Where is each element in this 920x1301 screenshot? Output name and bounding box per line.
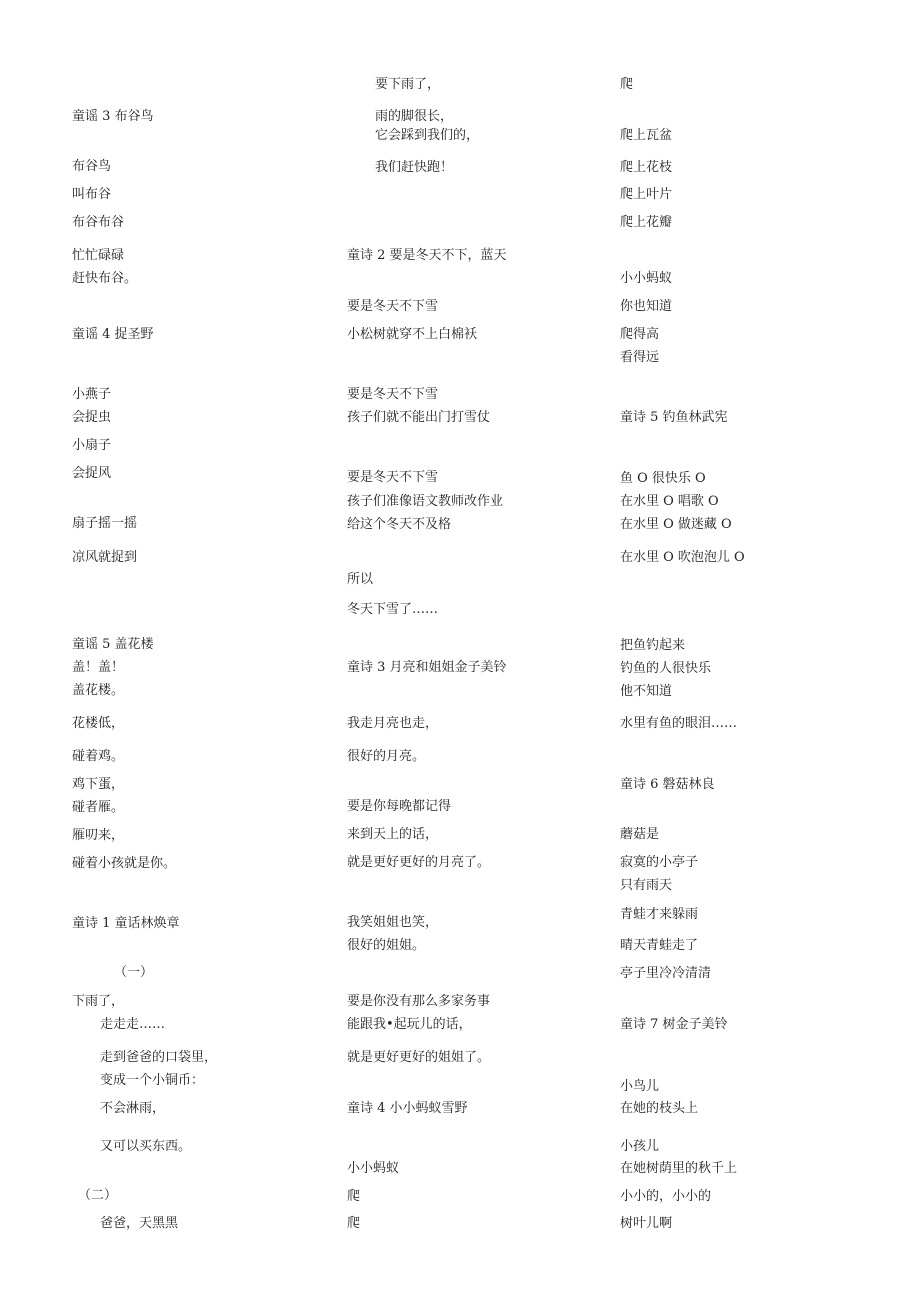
poem-line: 要下雨了，: [375, 77, 441, 92]
poem-line: 不会淋雨，: [100, 1101, 166, 1116]
poem-line: 晴天青蛙走了: [620, 938, 699, 953]
poem-line: 扇子摇一摇: [72, 516, 138, 531]
poem-line: 爬上花瓣: [620, 215, 673, 230]
poem-line: 看得远: [620, 350, 660, 365]
poem-line: 爸爸，天黑黑: [100, 1216, 179, 1231]
poem-line: 我笑姐姐也笑，: [347, 915, 439, 930]
poem-line: 鱼 O 很快乐 O: [620, 471, 706, 486]
poem-line: 我走月亮也走，: [347, 716, 439, 731]
poem-line: 蘑菇是: [620, 827, 660, 842]
poem-line: （一）: [114, 965, 154, 980]
poem-line: 要是冬天不下雪: [347, 470, 439, 485]
poem-title: 童诗 4 小小蚂蚁雪野: [347, 1101, 468, 1116]
poem-line: 在水里 O 做迷藏 O: [620, 517, 732, 532]
poem-line: 爬: [347, 1189, 361, 1204]
poem-line: 给这个冬天不及格: [347, 517, 452, 532]
poem-line: 我们赶快跑！: [375, 160, 454, 175]
poem-line: 碰者雁。: [72, 800, 125, 815]
poem-line: 小松树就穿不上白棉袄: [347, 327, 478, 342]
poem-title: 童诗 6 磐菇林良: [620, 777, 715, 792]
poem-line: （二）: [78, 1188, 118, 1203]
poem-line: 能跟我•起玩儿的话，: [347, 1017, 472, 1032]
poem-line: 会捉风: [72, 466, 112, 481]
poem-line: 要是冬天不下雪: [347, 299, 439, 314]
poem-line: 雨的脚很长，: [375, 109, 454, 124]
poem-line: 走到爸爸的口袋里，: [100, 1050, 218, 1065]
poem-line: 爬得高: [620, 327, 660, 342]
poem-line: 鸡下蛋，: [72, 777, 125, 792]
poem-line: 爬上花枝: [620, 160, 673, 175]
poem-line: 走走走……: [100, 1017, 166, 1032]
poem-line: 布谷鸟: [72, 159, 112, 174]
poem-line: 寂寞的小亭子: [620, 855, 699, 870]
poem-line: 爬: [620, 77, 634, 92]
poem-line: 雁叨来，: [72, 828, 125, 843]
poem-line: 凉风就捉到: [72, 550, 138, 565]
poem-line: 所以: [347, 572, 374, 587]
poem-line: 树叶儿啊: [620, 1216, 673, 1231]
poem-line: 盖花楼。: [72, 683, 125, 698]
poem-line: 很好的月亮。: [347, 749, 426, 764]
poem-line: 碰着鸡。: [72, 749, 125, 764]
poem-line: 变成一个小铜币：: [100, 1073, 205, 1088]
poem-line: 在她树荫里的秋千上: [620, 1161, 738, 1176]
poem-line: 忙忙碌碌: [72, 248, 125, 263]
poem-line: 叫布谷: [72, 187, 112, 202]
poem-title: 童谣 3 布谷鸟: [72, 109, 154, 124]
poem-line: 亭子里冷冷清清: [620, 966, 712, 981]
poem-line: 爬上叶片: [620, 187, 673, 202]
poem-title: 童诗 3 月亮和姐姐金子美铃: [347, 660, 507, 675]
poem-line: 青蛙才来躲雨: [620, 907, 699, 922]
poem-line: 花楼低，: [72, 716, 125, 731]
poem-line: 小鸟儿: [620, 1079, 660, 1094]
poem-line: 要是你每晚都记得: [347, 799, 452, 814]
poem-line: 赶快布谷。: [72, 271, 138, 286]
poem-line: 水里有鱼的眼泪……: [620, 716, 738, 731]
poem-line: 小小的，小小的: [620, 1189, 712, 1204]
poem-title: 童诗 7 树金子美铃: [620, 1017, 728, 1032]
poem-line: 就是更好更好的月亮了。: [347, 855, 491, 870]
poem-line: 小扇子: [72, 438, 112, 453]
poem-line: 来到天上的话，: [347, 827, 439, 842]
poem-line: 小小蚂蚁: [347, 1161, 400, 1176]
poem-line: 在水里 O 吹泡泡儿 O: [620, 550, 745, 565]
poem-line: 孩子们准像语文教师改作业: [347, 494, 504, 509]
poem-line: 小小蚂蚁: [620, 271, 673, 286]
poem-title: 童诗 1 童话林焕章: [72, 916, 180, 931]
poem-line: 你也知道: [620, 299, 673, 314]
poem-title: 童谣 4 捉圣野: [72, 327, 154, 342]
poem-line: 冬天下雪了……: [347, 602, 439, 617]
poem-line: 盖！盖！: [72, 660, 125, 675]
poem-line: 要是你没有那么多家务事: [347, 994, 491, 1009]
poem-line: 孩子们就不能出门打雪仗: [347, 410, 491, 425]
poem-line: 会捉虫: [72, 410, 112, 425]
poem-line: 它会踩到我们的，: [375, 128, 480, 143]
poem-line: 就是更好更好的姐姐了。: [347, 1050, 491, 1065]
poem-line: 很好的姐姐。: [347, 938, 426, 953]
poem-line: 他不知道: [620, 684, 673, 699]
poem-line: 只有雨天: [620, 878, 673, 893]
poem-line: 爬上瓦盆: [620, 128, 673, 143]
poem-line: 又可以买东西。: [100, 1139, 192, 1154]
poem-title: 童诗 5 钓鱼林武宪: [620, 410, 728, 425]
poem-line: 下雨了，: [72, 994, 125, 1009]
poem-line: 把鱼钓起来: [620, 638, 686, 653]
poem-line: 在她的枝头上: [620, 1101, 699, 1116]
poem-line: 在水里 O 唱歌 O: [620, 494, 719, 509]
poem-title: 童谣 5 盖花楼: [72, 637, 154, 652]
poem-line: 碰着小孩就是你。: [72, 856, 177, 871]
poem-line: 小孩儿: [620, 1139, 660, 1154]
poem-line: 爬: [347, 1216, 361, 1231]
poem-line: 布谷布谷: [72, 215, 125, 230]
poem-title: 童诗 2 要是冬天不下，蓝天: [347, 248, 507, 263]
poem-line: 要是冬天不下雪: [347, 387, 439, 402]
poem-line: 钓鱼的人很快乐: [620, 661, 712, 676]
poem-line: 小燕子: [72, 387, 112, 402]
